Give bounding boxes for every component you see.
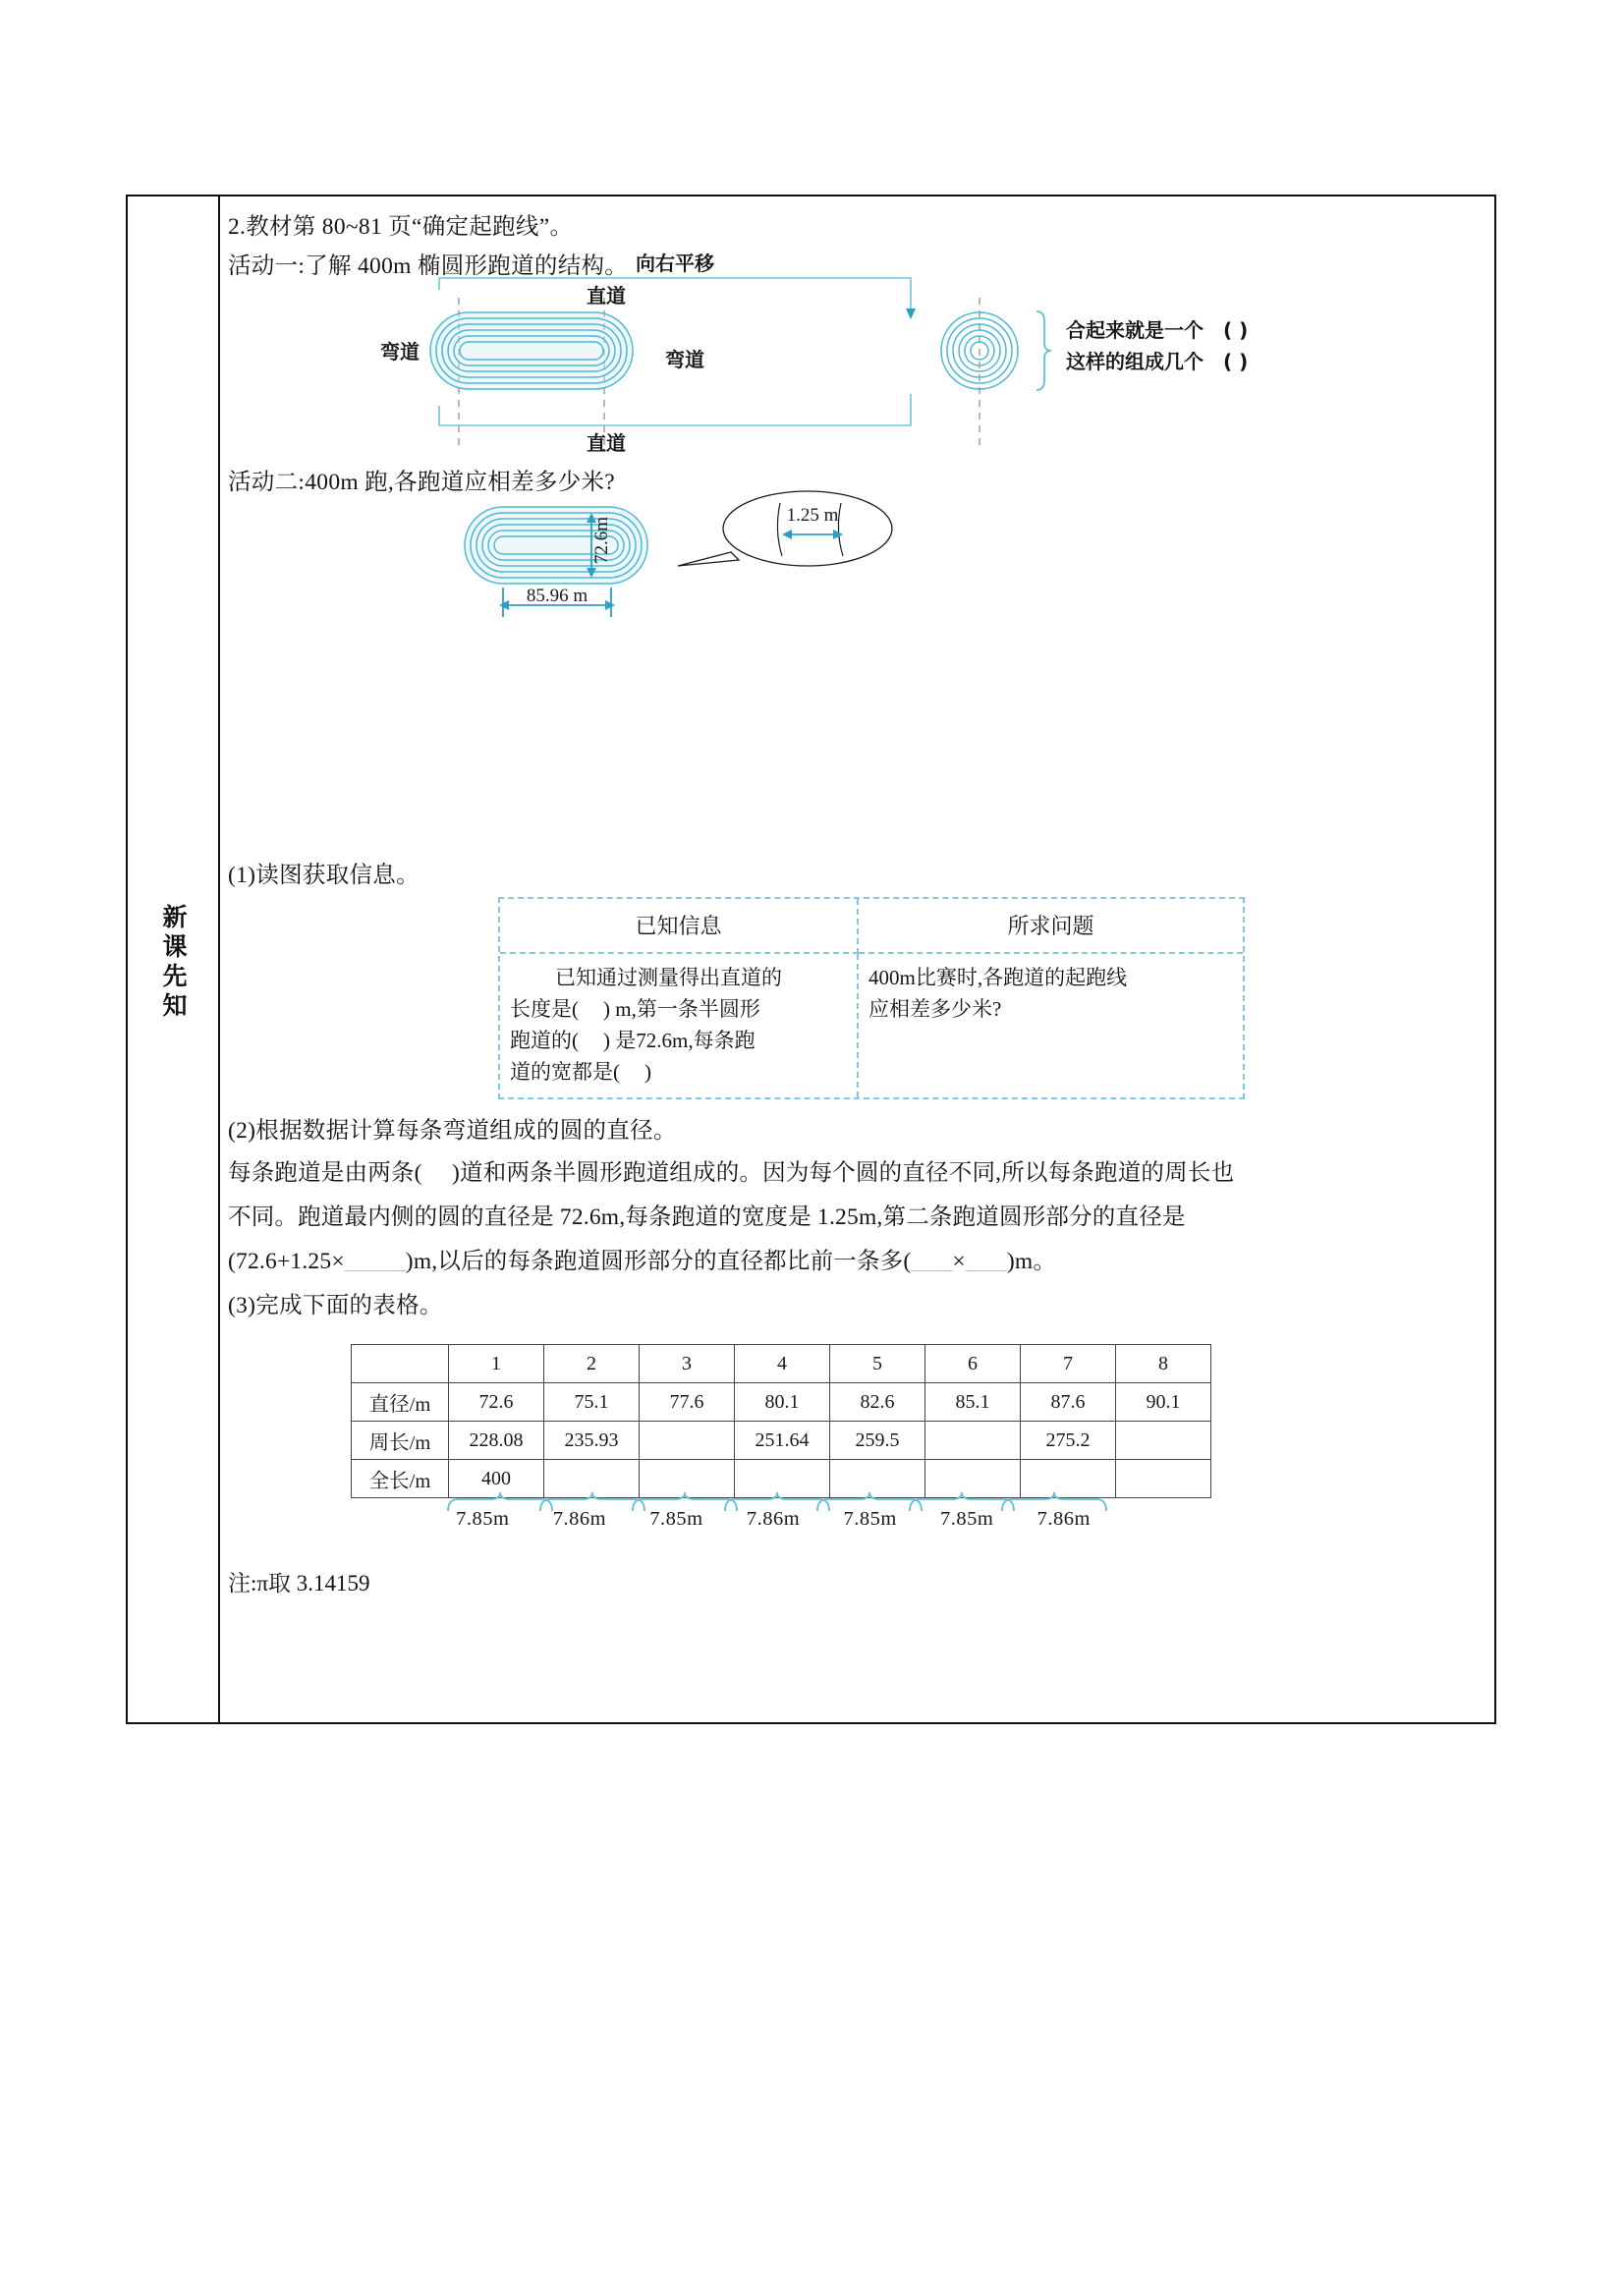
- dim-width: 85.96 m: [526, 586, 588, 606]
- q2-blank-2[interactable]: [345, 1251, 406, 1271]
- info-table-body: [500, 954, 1243, 1097]
- table-row-circumference: [352, 1422, 1211, 1460]
- circumference-5[interactable]: 259.5: [830, 1422, 925, 1460]
- track2-lanes: [465, 507, 647, 584]
- info-table: [498, 897, 1245, 1099]
- q2-p3-prefix: (72.6+1.25×: [228, 1249, 345, 1274]
- table-col-header-7: 7: [1021, 1345, 1116, 1383]
- right-circle-group: [941, 298, 1018, 445]
- total-length-1[interactable]: 400: [449, 1460, 544, 1498]
- diameter-5: 82.6: [830, 1383, 925, 1422]
- known-line-2-suffix: ) m,第一条半圆形: [603, 997, 760, 1022]
- known-blank-2[interactable]: [579, 1029, 603, 1052]
- label-curve-left: 弯道: [380, 340, 420, 364]
- shift-arrow-head: [906, 308, 916, 319]
- table-col-header-2: 2: [544, 1345, 640, 1383]
- brace-label-5: 7.85m: [843, 1508, 897, 1530]
- note-blank-1: ( ): [1223, 318, 1249, 342]
- circumference-2[interactable]: 235.93: [544, 1422, 640, 1460]
- row-header-circumference: 周长/m: [352, 1422, 449, 1460]
- table-col-header-1: 1: [449, 1345, 544, 1383]
- q2-blank-3[interactable]: [911, 1251, 952, 1271]
- left-track-lanes: [430, 312, 633, 389]
- activity-1-heading: 活动一:了解 400m 椭圆形跑道的结构。: [228, 253, 629, 279]
- known-line-4-suffix: ): [644, 1060, 651, 1085]
- question-2-paragraph-1: [228, 1162, 1486, 1186]
- question-1-label: (1)读图获取信息。: [228, 863, 420, 888]
- q2-p1-prefix: 每条跑道是由两条(: [228, 1160, 422, 1186]
- worksheet-content: [228, 204, 1486, 1714]
- known-line-1: 已知通过测量得出直道的: [555, 966, 782, 990]
- circumference-7[interactable]: 275.2: [1021, 1422, 1116, 1460]
- dim-lane-width: 1.25 m: [786, 505, 839, 526]
- table-col-header-6: 6: [925, 1345, 1021, 1383]
- brace-label-2: 7.86m: [552, 1508, 607, 1530]
- note-line-2: 这样的组成几个: [1066, 350, 1204, 373]
- circumference-3[interactable]: [640, 1422, 735, 1460]
- label-curve-right: 弯道: [665, 348, 704, 371]
- results-table-body: [352, 1345, 1211, 1498]
- brace-label-6: 7.85m: [940, 1508, 994, 1530]
- sidebar-section-label-text: 新课先知: [159, 904, 188, 1022]
- known-blank-1[interactable]: [579, 997, 603, 1021]
- lane-width-callout: [678, 491, 892, 566]
- total-length-8[interactable]: [1116, 1460, 1211, 1498]
- info-known-cell: [500, 954, 859, 1097]
- table-col-header-3: 3: [640, 1345, 735, 1383]
- known-line-4-prefix: 道的宽都是(: [510, 1060, 620, 1085]
- brace-label-1: 7.85m: [456, 1508, 510, 1530]
- sidebar-section-label: [131, 904, 215, 1022]
- brace-label-3: 7.85m: [649, 1508, 703, 1530]
- question-3-label: (3)完成下面的表格。: [228, 1293, 443, 1318]
- q2-p3-times: ×: [952, 1249, 966, 1274]
- item-2-heading: 2.教材第 80~81 页“确定起跑线”。: [228, 214, 574, 240]
- diameter-1: 72.6: [449, 1383, 544, 1422]
- question-line-1: 400m比赛时,各跑道的起跑线: [868, 966, 1128, 990]
- table-col-header-4: 4: [735, 1345, 830, 1383]
- circumference-8[interactable]: [1116, 1422, 1211, 1460]
- note-line-1: 合起来就是一个: [1066, 318, 1204, 342]
- circumference-4[interactable]: 251.64: [735, 1422, 830, 1460]
- info-header-known: 已知信息: [500, 899, 859, 954]
- label-straight-bottom: 直道: [587, 431, 626, 455]
- activity-2-heading: 活动二:400m 跑,各跑道应相差多少米?: [228, 470, 616, 495]
- table-row-diameter: [352, 1383, 1211, 1422]
- known-line-3-suffix: ) 是72.6m,每条跑: [603, 1029, 756, 1053]
- question-2-paragraph-3: [228, 1251, 1486, 1274]
- info-question-cell: [859, 954, 1243, 1097]
- info-table-header: [500, 899, 1243, 954]
- dim-height: 72.6m: [591, 516, 612, 564]
- diameter-2: 75.1: [544, 1383, 640, 1422]
- activity-2-diagram: [444, 495, 994, 633]
- table-corner-cell: [352, 1345, 449, 1383]
- row-header-diameter: 直径/m: [352, 1383, 449, 1422]
- diameter-3: 77.6: [640, 1383, 735, 1422]
- question-line-2: 应相差多少米?: [868, 997, 1002, 1022]
- q2-p3-middle: )m,以后的每条跑道圆形部分的直径都比前一条多(: [405, 1249, 912, 1274]
- brace-label-4: 7.86m: [746, 1508, 801, 1530]
- note-blank-2: ( ): [1223, 350, 1249, 373]
- q2-blank-4[interactable]: [966, 1251, 1007, 1271]
- q2-p3-suffix: )m。: [1006, 1249, 1057, 1274]
- table-row-header: [352, 1345, 1211, 1383]
- question-2-paragraph-2: 不同。跑道最内侧的圆的直径是 72.6m,每条跑道的宽度是 1.25m,第二条跑道圆形部分的直径是: [228, 1204, 1186, 1230]
- label-shift-right: 向右平移: [636, 252, 714, 275]
- q2-blank-1[interactable]: [422, 1160, 452, 1186]
- diameter-7: 87.6: [1021, 1383, 1116, 1422]
- info-header-question: 所求问题: [859, 899, 1243, 954]
- known-line-2-prefix: 长度是(: [510, 997, 579, 1022]
- label-straight-top: 直道: [587, 284, 626, 308]
- table-col-header-5: 5: [830, 1345, 925, 1383]
- results-table: [351, 1344, 1211, 1498]
- frame-column-divider: [218, 195, 220, 1724]
- diameter-4: 80.1: [735, 1383, 830, 1422]
- row-header-total-length: 全长/m: [352, 1460, 449, 1498]
- table-col-header-8: 8: [1116, 1345, 1211, 1383]
- diameter-6: 85.1: [925, 1383, 1021, 1422]
- brace-label-7: 7.86m: [1036, 1508, 1091, 1530]
- circumference-1[interactable]: 228.08: [449, 1422, 544, 1460]
- circumference-6[interactable]: [925, 1422, 1021, 1460]
- known-line-3-prefix: 跑道的(: [510, 1029, 579, 1053]
- diameter-8: 90.1: [1116, 1383, 1211, 1422]
- known-blank-3[interactable]: [620, 1060, 644, 1084]
- pi-note: 注:π取 3.14159: [228, 1571, 370, 1596]
- question-2-label: (2)根据数据计算每条弯道组成的圆的直径。: [228, 1118, 677, 1144]
- q2-p1-suffix: )道和两条半圆形跑道组成的。因为每个圆的直径不同,所以每条跑道的周长也: [452, 1160, 1235, 1186]
- difference-brace-labels: [434, 1508, 1112, 1531]
